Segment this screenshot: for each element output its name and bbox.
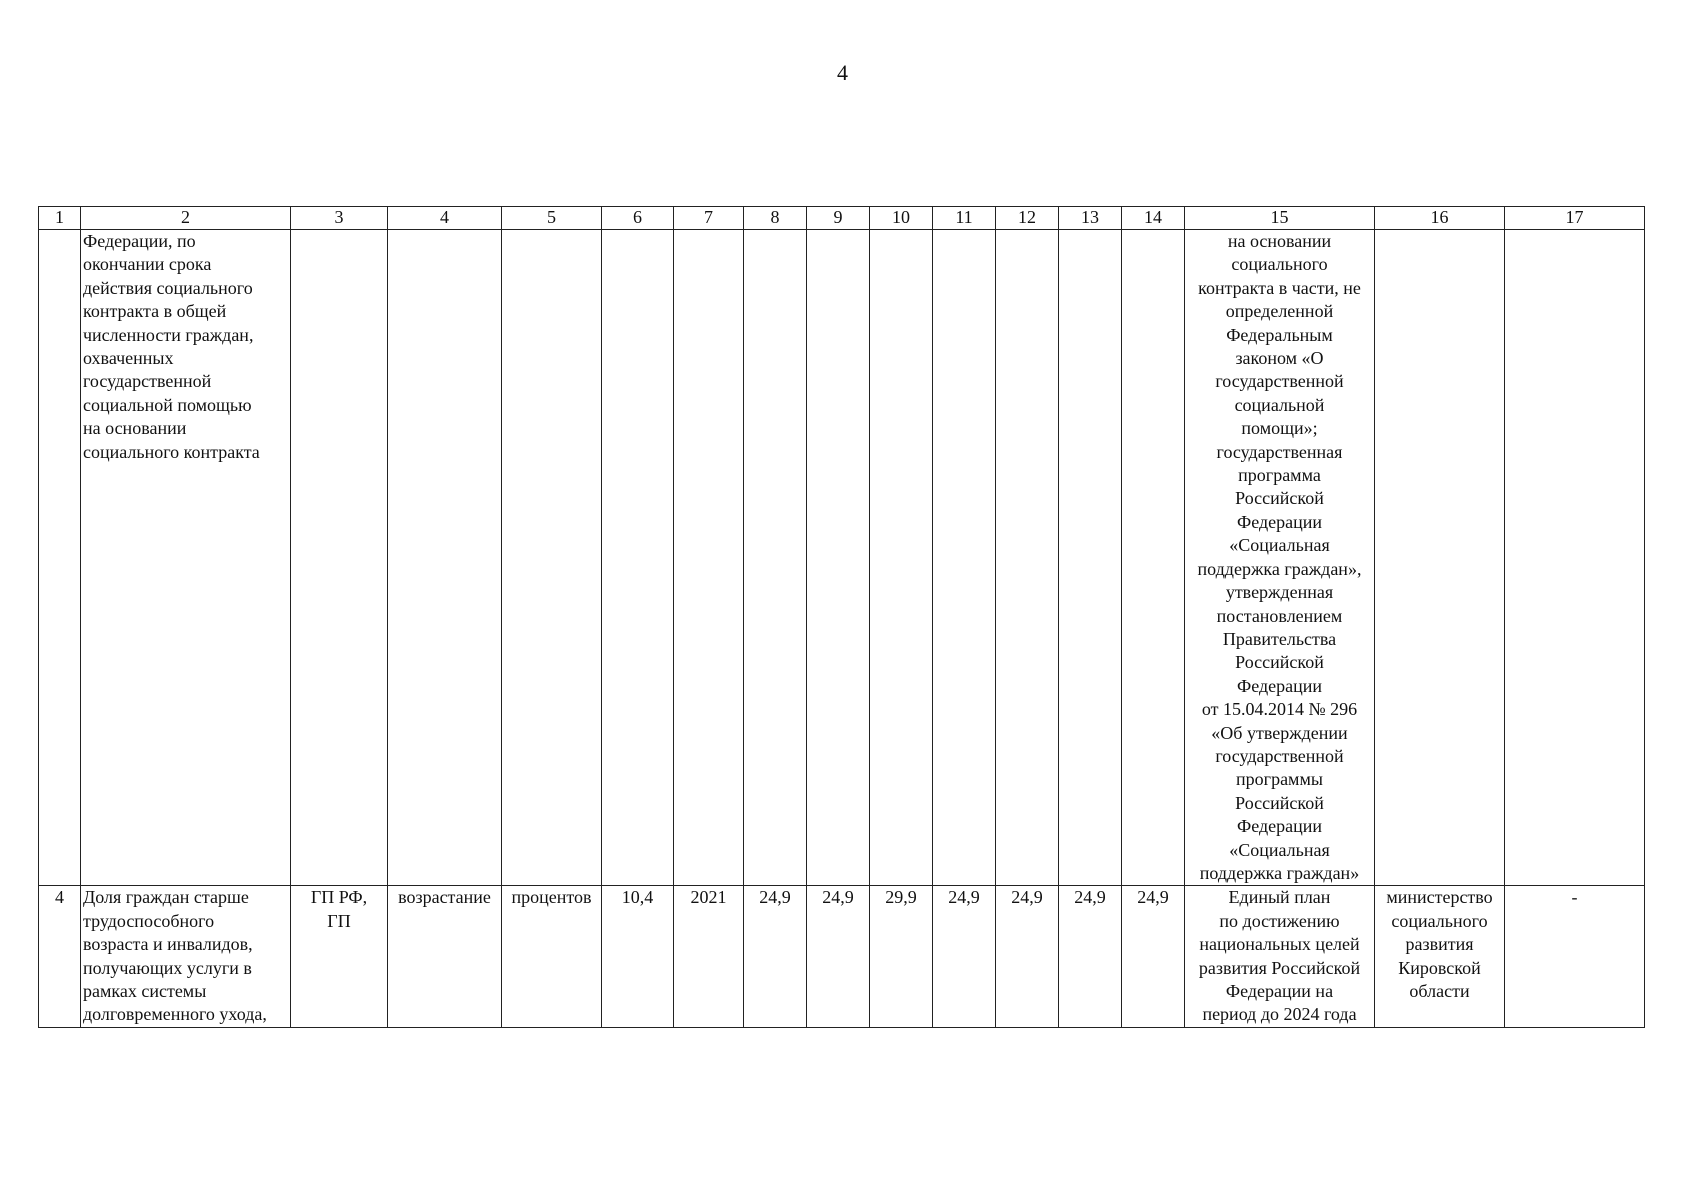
header-cell: 4 [388,207,502,230]
table-row [39,886,1645,1027]
empty-cell [1375,230,1505,886]
header-row [39,207,1645,230]
header-cell: 1 [39,207,81,230]
row-number-cell [39,230,81,886]
empty-cell [291,230,388,886]
empty-cell [602,230,674,886]
value-cell-11: 24,9 [933,886,996,1027]
legal-basis-cell: Единый план по достижению национальных целей развития Российской Федерации на период до 2024 года [1185,886,1375,1027]
value-cell-10: 29,9 [870,886,933,1027]
header-cell: 7 [674,207,744,230]
empty-cell [1505,230,1645,886]
header-cell: 2 [81,207,291,230]
unit-cell: процентов [502,886,602,1027]
value-cell-12: 24,9 [996,886,1059,1027]
indicator-description-cell: Доля граждан старше трудоспособного возраста и инвалидов, получающих услуги в рамках системы долговременного ухода, [81,886,291,1027]
value-cell-14: 24,9 [1122,886,1185,1027]
empty-cell [502,230,602,886]
row-number-cell: 4 [39,886,81,1027]
header-cell: 5 [502,207,602,230]
empty-cell [674,230,744,886]
indicator-description-cell: Федерации, по окончании срока действия социального контракта в общей численности граждан, охваченных государственной социальной помощью на основании социального контракта [81,230,291,886]
header-cell: 9 [807,207,870,230]
empty-cell [744,230,807,886]
empty-cell [1122,230,1185,886]
trend-cell: возрастание [388,886,502,1027]
base-value-cell: 10,4 [602,886,674,1027]
responsible-cell: министерство социального развития Кировской области [1375,886,1505,1027]
header-cell: 3 [291,207,388,230]
value-cell-9: 24,9 [807,886,870,1027]
header-cell: 14 [1122,207,1185,230]
indicators-table [38,206,1645,1028]
note-cell: - [1505,886,1645,1027]
empty-cell [388,230,502,886]
page-number: 4 [837,60,848,85]
value-cell-13: 24,9 [1059,886,1122,1027]
value-cell-8: 24,9 [744,886,807,1027]
empty-cell [870,230,933,886]
table-row-continued [39,230,1645,886]
header-cell: 12 [996,207,1059,230]
empty-cell [1059,230,1122,886]
empty-cell [807,230,870,886]
header-cell: 16 [1375,207,1505,230]
empty-cell [996,230,1059,886]
header-cell: 10 [870,207,933,230]
legal-basis-cell: на основании социального контракта в части, не определенной Федеральным законом «О государственной социальной помощи»; государственная программа Российской Федерации «Социальная поддержка граждан», утвержденная постановлением Правительства Российской Федерации от 15.04.2014 № 296 «Об утверждении государственной программы Российской Федерации «Социальная поддержка граждан» [1185,230,1375,886]
header-cell: 17 [1505,207,1645,230]
header-cell: 15 [1185,207,1375,230]
header-cell: 11 [933,207,996,230]
program-type-cell: ГП РФ, ГП [291,886,388,1027]
base-year-cell: 2021 [674,886,744,1027]
header-cell: 6 [602,207,674,230]
empty-cell [933,230,996,886]
header-cell: 8 [744,207,807,230]
header-cell: 13 [1059,207,1122,230]
